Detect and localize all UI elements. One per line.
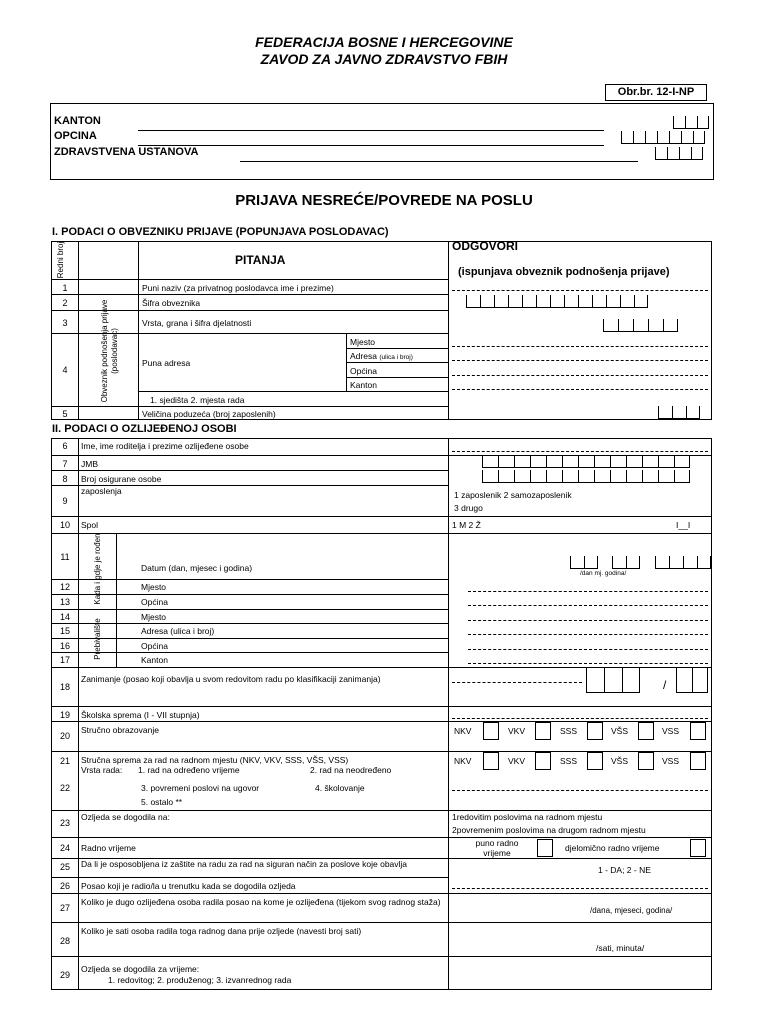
row-21-vss1: VŠS (611, 756, 629, 766)
row-18-slash: / (663, 678, 667, 692)
seat-options: 1. sjedišta 2. mjesta rada (150, 395, 245, 405)
ustanova-field[interactable] (240, 149, 638, 162)
row-3-answer-boxes[interactable] (603, 319, 678, 332)
row-2-answer-boxes[interactable] (466, 295, 648, 308)
row-5-number: 5 (62, 409, 68, 419)
row-12-number: 12 (59, 582, 70, 592)
row-19-number: 19 (59, 710, 70, 720)
row-28-question: Koliko je sati osoba radila toga radnog dana prije ozljede (navesti broj sati) (81, 926, 362, 936)
opcina-field[interactable] (138, 133, 604, 146)
row-14-answer[interactable] (468, 620, 708, 621)
row-20-sss: SSS (560, 726, 578, 736)
row-27-number: 27 (59, 903, 70, 913)
row-18-code-boxes[interactable] (586, 667, 640, 693)
residence-side-label: Prebivalište (93, 618, 102, 660)
row-18-question: Zanimanje (posao koji obavlja u svom redovitom radu po klasifikaciji zanimanja) (81, 674, 381, 684)
row-1-answer[interactable] (452, 290, 708, 291)
row-29-number: 29 (59, 970, 70, 980)
section1-heading: I. PODACI O OBVEZNIKU PRIJAVE (POPUNJAVA POSLODAVAC) (52, 226, 389, 238)
row-26-question: Posao koji je radio/la u trenutku kada se dogodila ozljeda (81, 881, 296, 891)
row-22-opt3[interactable]: 3. povremeni poslovi na ugovor (141, 783, 260, 793)
row-20-nkv: NKV (454, 726, 472, 736)
row-15-question: Adresa (ulica i broj) (141, 626, 215, 636)
row-13-number: 13 (59, 597, 70, 607)
row-21-sss: SSS (560, 756, 578, 766)
row-24-opt2-box[interactable] (690, 839, 706, 857)
row-24-question: Radno vrijeme (81, 843, 136, 853)
row-5-question: Veličina poduzeća (broj zaposlenih) (142, 409, 276, 419)
row-3-number: 3 (62, 318, 68, 328)
col-odgovori-header: ODGOVORI (452, 239, 519, 253)
row-23-number: 23 (59, 818, 70, 828)
addr-mjesto: Mjesto (350, 337, 376, 347)
row-21-nkv-box[interactable] (483, 752, 499, 770)
ustanova-label: ZDRAVSTVENA USTANOVA (54, 146, 199, 158)
form-title: PRIJAVA NESREĆE/POVREDE NA POSLU (235, 192, 533, 209)
row-7-answer-boxes[interactable] (482, 455, 690, 468)
row-19-question: Školska sprema (I - VII stupnja) (81, 710, 200, 720)
row-1-question: Puni naziv (za privatnog poslodavca ime i prezime) (142, 283, 334, 293)
row-10-number: 10 (59, 520, 70, 530)
row-11-month-boxes[interactable] (612, 556, 640, 569)
row-25-number: 25 (59, 862, 70, 872)
row-21-vss1-box[interactable] (638, 752, 654, 770)
row-20-vkv: VKV (508, 726, 526, 736)
row-4-question: Puna adresa (142, 358, 191, 368)
row-25-question: Da li je osposobljena iz zaštite na radu za rad na siguran način za poslove koje obavlja (81, 859, 408, 869)
addr-adresa-answer[interactable] (452, 360, 708, 361)
row-22-opt5[interactable]: 5. ostalo ** (141, 797, 183, 807)
row-23-opt1[interactable]: 1redovitim poslovima na radnom mjestu (452, 812, 603, 822)
row-28-number: 28 (59, 936, 70, 946)
row-3-question: Vrsta, grana i šifra djelatnosti (142, 318, 252, 328)
addr-mjesto-answer[interactable] (452, 346, 708, 347)
row-8-question: Broj osigurane osobe (81, 474, 162, 484)
row-26-answer[interactable] (452, 888, 708, 889)
row-22-opt1[interactable]: 1. rad na određeno vrijeme (138, 765, 240, 775)
row-14-number: 14 (59, 612, 70, 622)
row-20-vss1-box[interactable] (638, 722, 654, 740)
row-10-options[interactable]: 1 M 2 Ž (452, 520, 481, 530)
row-22-opt2[interactable]: 2. rad na neodređeno (310, 765, 392, 775)
row-5-answer-boxes[interactable] (658, 406, 700, 419)
addr-adresa: Adresa (ulica i broj) (350, 351, 413, 361)
row-19-answer[interactable] (452, 718, 708, 719)
row-10-question: Spol (81, 520, 99, 530)
row-11-question: Datum (dan, mjesec i godina) (141, 563, 253, 573)
row-27-question: Koliko je dugo ozlijeđena osoba radila posao na kome je ozlijeđena (tijekom svog radnog staža) (81, 897, 441, 907)
header-line2: ZAVOD ZA JAVNO ZDRAVSTVO FBIH (260, 51, 508, 67)
row-2-question: Šifra obveznika (142, 298, 201, 308)
row-13-question: Općina (141, 597, 168, 607)
row-20-vkv-box[interactable] (535, 722, 551, 740)
row-7-question: JMB (81, 459, 98, 469)
row-20-vss1: VŠS (611, 726, 629, 736)
row-13-answer[interactable] (468, 605, 708, 606)
row-21-vkv: VKV (508, 756, 526, 766)
row-6-number: 6 (62, 441, 68, 451)
row-20-sss-box[interactable] (587, 722, 603, 740)
row-20-number: 20 (59, 731, 70, 741)
section1-side-label: Obveznik podnošenja prijave (poslodavac) (100, 299, 119, 403)
row-9-options[interactable]: 1 zaposlenik 2 samozaposlenik (454, 490, 572, 500)
kanton-label: KANTON (54, 115, 101, 127)
row-18-number: 18 (59, 682, 70, 692)
row-21-vss2-box[interactable] (690, 752, 706, 770)
row-9-number: 9 (62, 496, 68, 506)
row-18-code-boxes-2[interactable] (676, 667, 708, 693)
row-22-question: Vrsta rada: (81, 765, 123, 775)
row-17-question: Kanton (141, 655, 168, 665)
row-21-nkv: NKV (454, 756, 472, 766)
row-22-answer[interactable] (452, 790, 708, 791)
kanton-code-boxes[interactable] (673, 116, 709, 129)
col-redni-header: Redni broj (56, 241, 65, 279)
col-pitanja-header: PITANJA (235, 253, 286, 267)
row-6-question: Ime, ime roditelja i prezime ozlijeđene osobe (81, 441, 249, 451)
form-number: Obr.br. 12-I-NP (605, 84, 707, 101)
row-16-question: Općina (141, 641, 168, 651)
row-9-question: zaposlenja (81, 486, 122, 496)
col-odgovori-sub: (ispunjava obveznik podnošenja prijave) (458, 266, 670, 278)
row-17-answer[interactable] (468, 663, 708, 664)
section2-heading: II. PODACI O OZLIJEĐENOJ OSOBI (52, 423, 237, 435)
row-29-options[interactable]: 1. redovitog; 2. produženog; 3. izvanrednog rada (108, 975, 292, 985)
row-14-question: Mjesto (141, 612, 167, 622)
row-20-nkv-box[interactable] (483, 722, 499, 740)
row-21-vkv-box[interactable] (535, 752, 551, 770)
row-24-opt1[interactable]: puno radno vrijeme (475, 838, 519, 858)
row-21-sss-box[interactable] (587, 752, 603, 770)
addr-kanton-answer[interactable] (452, 389, 708, 390)
opcina-code-boxes[interactable] (621, 131, 705, 144)
row-6-answer[interactable] (452, 451, 708, 452)
row-4-number: 4 (62, 365, 68, 375)
row-22-opt4[interactable]: 4. školovanje (315, 783, 365, 793)
row-29-question: Ozljeda se dogodila za vrijeme: (81, 964, 200, 974)
row-17-number: 17 (59, 655, 70, 665)
row-26-number: 26 (59, 881, 70, 891)
addr-kanton: Kanton (350, 380, 377, 390)
row-21-number: 21 (59, 756, 70, 766)
row-24-number: 24 (59, 843, 70, 853)
row-11-day-boxes[interactable] (570, 556, 598, 569)
ustanova-code-boxes[interactable] (655, 147, 703, 160)
born-side-label: Kada i gdje je rođen (93, 533, 102, 605)
row-20-vss2: VSS (662, 726, 680, 736)
row-23-question: Ozljeda se dogodila na: (81, 812, 170, 822)
row-20-question: Stručno obrazovanje (81, 725, 159, 735)
row-24-opt1-box[interactable] (537, 839, 553, 857)
row-28-units: /sati, minuta/ (596, 943, 645, 953)
row-22-number: 22 (59, 783, 70, 793)
row-16-answer[interactable] (468, 649, 708, 650)
row-27-units: /dana, mjeseci, godina/ (590, 906, 673, 915)
addr-opcina: Općina (350, 366, 377, 376)
row-25-options[interactable]: 1 - DA; 2 - NE (598, 865, 651, 875)
row-15-answer[interactable] (468, 634, 708, 635)
row-11-number: 11 (60, 552, 70, 562)
row-7-number: 7 (62, 459, 68, 469)
row-8-answer-boxes[interactable] (482, 470, 690, 483)
opcina-label: OPCINA (54, 130, 97, 142)
row-11-year-boxes[interactable] (655, 556, 711, 569)
row-12-question: Mjesto (141, 582, 167, 592)
row-18-answer[interactable] (452, 682, 582, 683)
row-12-answer[interactable] (468, 591, 708, 592)
kanton-field[interactable] (138, 118, 604, 131)
header-line1: FEDERACIJA BOSNE I HERCEGOVINE (255, 34, 513, 50)
row-20-vss2-box[interactable] (690, 722, 706, 740)
row-2-number: 2 (62, 298, 68, 308)
addr-opcina-answer[interactable] (452, 375, 708, 376)
row-9-option3[interactable]: 3 drugo (454, 503, 483, 513)
row-10-box[interactable]: I__I (676, 520, 691, 530)
row-1-number: 1 (62, 283, 68, 293)
row-15-number: 15 (59, 626, 70, 636)
row-16-number: 16 (59, 641, 70, 651)
row-21-vss2: VSS (662, 756, 680, 766)
row-11-date-labels: /dan mj. godina/ (580, 570, 627, 577)
row-23-opt2[interactable]: 2povremenim poslovima na drugom radnom mjestu (452, 825, 646, 835)
row-24-opt2[interactable]: djelomično radno vrijeme (565, 843, 660, 853)
row-21-question: Stručna sprema za rad na radnom mjestu (NKV, VKV, SSS, VŠS, VSS) (81, 755, 349, 765)
row-8-number: 8 (62, 474, 68, 484)
